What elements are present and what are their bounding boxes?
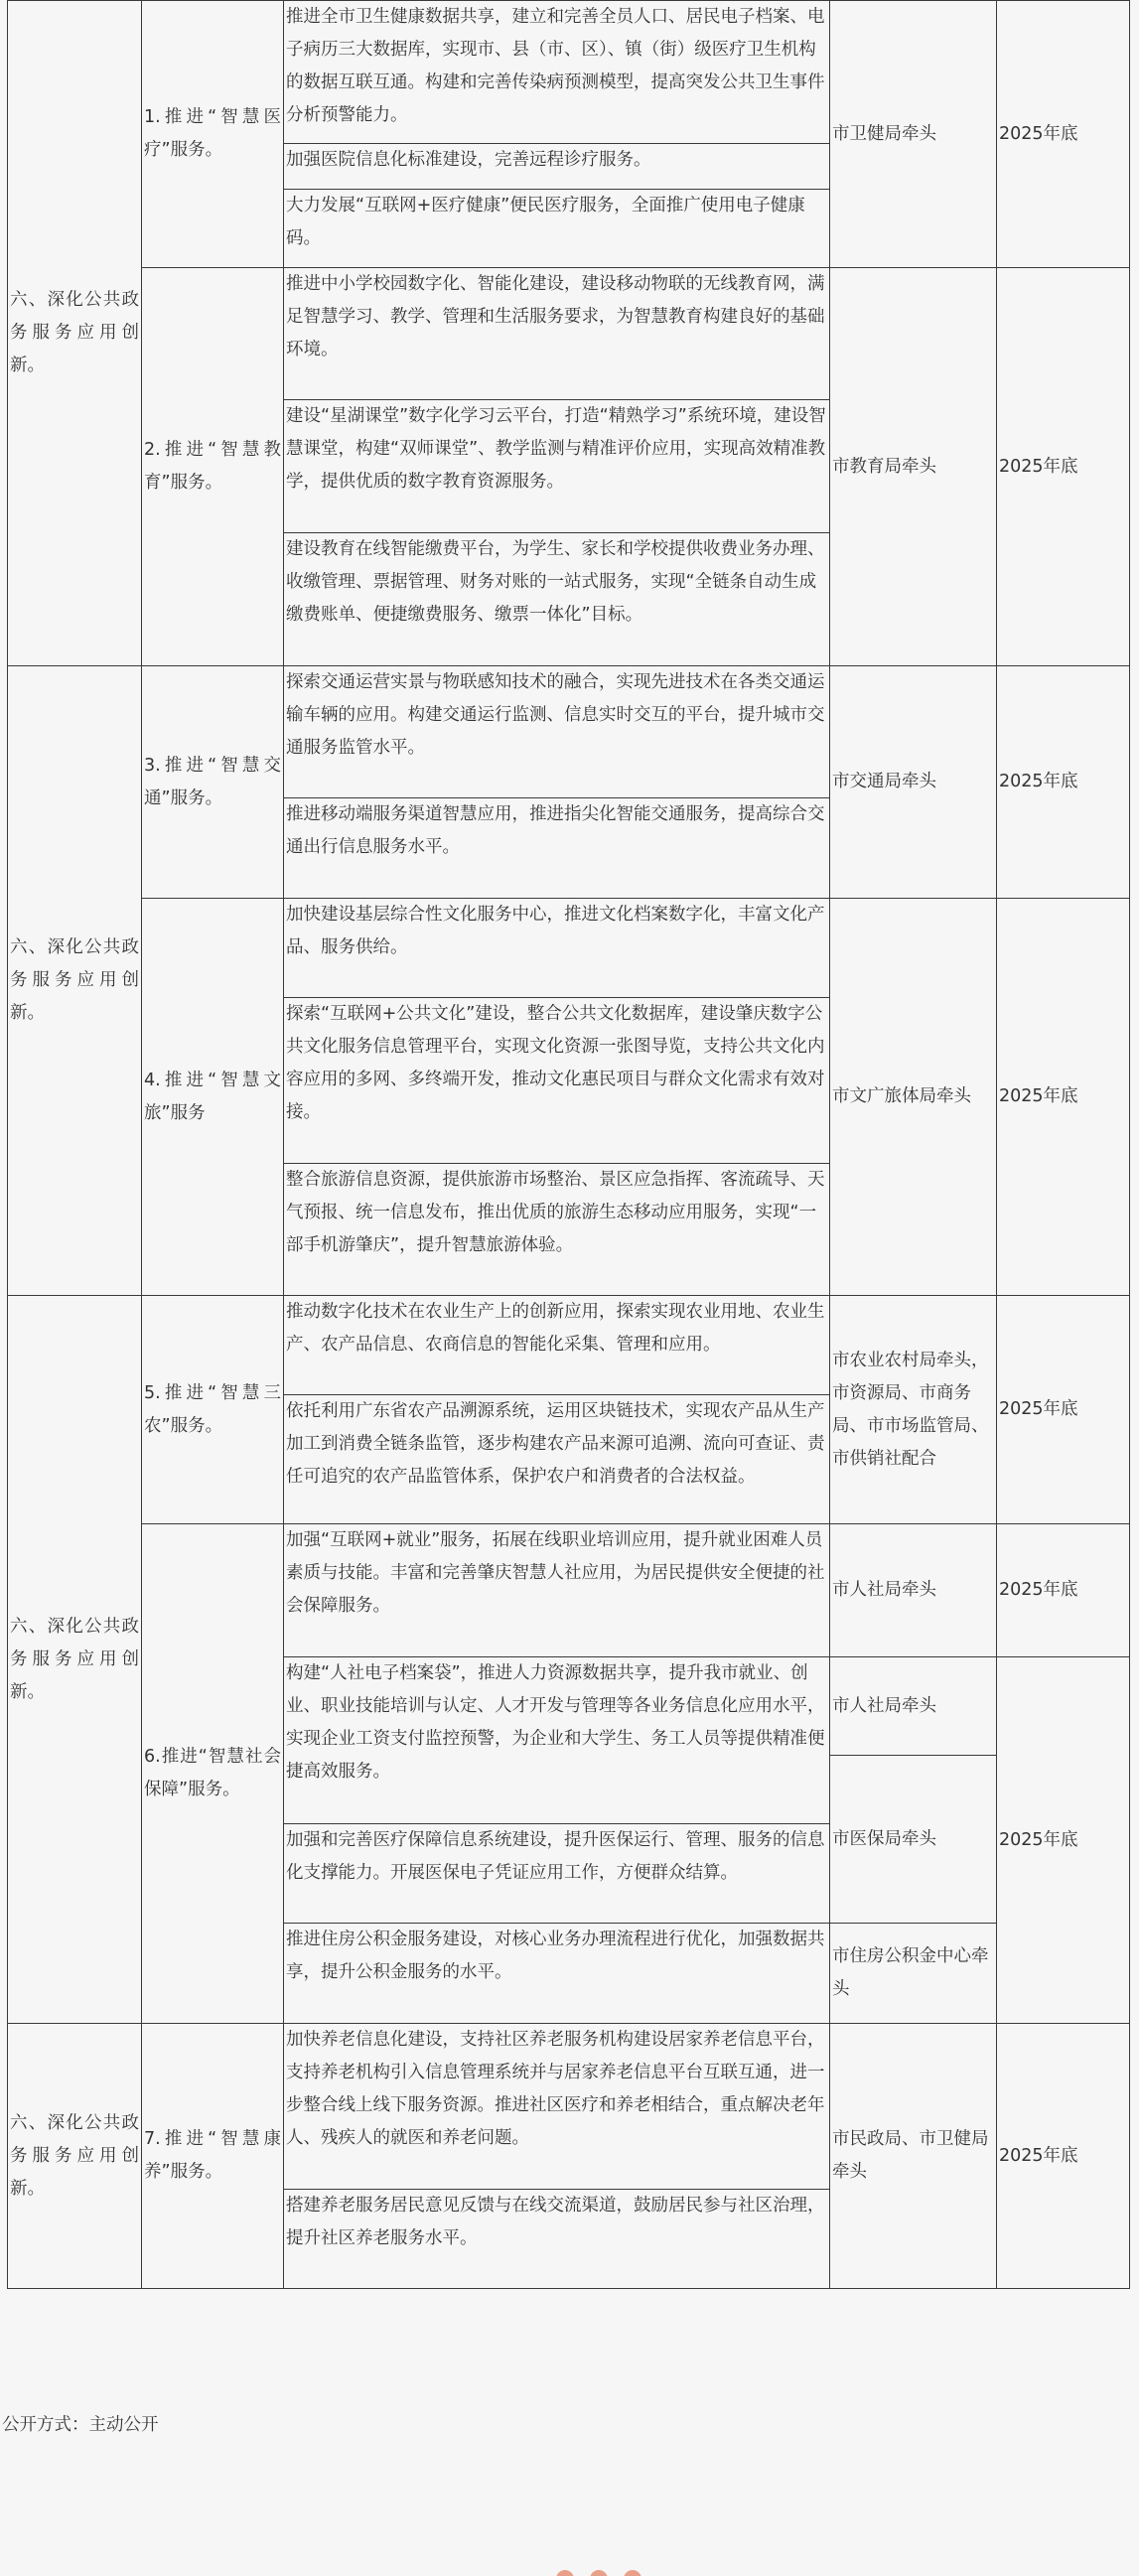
content-cell: 建设“星湖课堂”数字化学习云平台，打造“精熟学习”系统环境，建设智慧课堂，构建“双师课堂”、教学监测与精准评价应用，实现高效精准教学，提供优质的数字教育资源服务。 <box>284 400 830 533</box>
deadline-cell: 2025年底 <box>997 1657 1130 2024</box>
deadline-cell: 2025年底 <box>997 1 1130 268</box>
content-cell: 加强和完善医疗保障信息系统建设，提升医保运行、管理、服务的信息化支撑能力。开展医保电子凭证应用工作，方便群众结算。 <box>284 1824 830 1924</box>
content-cell: 建设教育在线智能缴费平台，为学生、家长和学校提供收费业务办理、收缴管理、票据管理、财务对账的一站式服务，实现“全链条自动生成缴费账单、便捷缴费服务、缴票一体化”目标。 <box>284 533 830 666</box>
deadline-cell: 2025年底 <box>997 2024 1130 2289</box>
item-name-cell: 6.推进“智慧社会保障”服务。 <box>142 1524 284 2024</box>
content-cell: 探索交通运营实景与物联感知技术的融合，实现先进技术在各类交通运输车辆的应用。构建交通运行监测、信息实时交互的平台，提升城市交通服务监管水平。 <box>284 666 830 798</box>
deadline-cell: 2025年底 <box>997 1524 1130 1657</box>
category-cell: 六、深化公共政务服务应用创新。 <box>8 1296 142 2024</box>
dot-icon <box>624 2570 641 2576</box>
item-name-cell: 1.推进“智慧医疗”服务。 <box>142 1 284 268</box>
content-cell: 构建“人社电子档案袋”，推进人力资源数据共享，提升我市就业、创业、职业技能培训与认定、人才开发与管理等各业务信息化应用水平，实现企业工资支付监控预警，为企业和大学生、务工人员等提供精准便捷高效服务。 <box>284 1657 830 1824</box>
content-cell: 探索“互联网+公共文化”建设，整合公共文化数据库，建设肇庆数字公共文化服务信息管理平台，实现文化资源一张图导览，支持公共文化内容应用的多网、多终端开发，推动文化惠民项目与群众文化需求有效对接。 <box>284 998 830 1164</box>
deadline-cell: 2025年底 <box>997 666 1130 899</box>
lead-unit-cell: 市民政局、市卫健局牵头 <box>830 2024 997 2289</box>
deadline-cell: 2025年底 <box>997 1296 1130 1524</box>
lead-unit-cell: 市文广旅体局牵头 <box>830 899 997 1296</box>
content-cell: 整合旅游信息资源，提供旅游市场整治、景区应急指挥、客流疏导、天气预报、统一信息发布，推出优质的旅游生态移动应用服务，实现“一部手机游肇庆”，提升智慧旅游体验。 <box>284 1164 830 1296</box>
category-cell: 六、深化公共政务服务应用创新。 <box>8 666 142 1296</box>
lead-unit-cell: 市人社局牵头 <box>830 1657 997 1756</box>
content-cell: 推进移动端服务渠道智慧应用，推进指尖化智能交通服务，提高综合交通出行信息服务水平。 <box>284 798 830 899</box>
dot-icon <box>590 2570 608 2576</box>
lead-unit-cell: 市教育局牵头 <box>830 268 997 666</box>
content-cell: 加快养老信息化建设，支持社区养老服务机构建设居家养老信息平台，支持养老机构引入信息管理系统并与居家养老信息平台互联互通，进一步整合线上线下服务资源。推进社区医疗和养老相结合，重点解决老年人、残疾人的就医和养老问题。 <box>284 2024 830 2190</box>
publication-method: 公开方式：主动公开 <box>2 2415 159 2435</box>
item-name-cell: 2.推进“智慧教育”服务。 <box>142 268 284 666</box>
content-cell: 加强“互联网+就业”服务，拓展在线职业培训应用，提升就业困难人员素质与技能。丰富和完善肇庆智慧人社应用，为居民提供安全便捷的社会保障服务。 <box>284 1524 830 1657</box>
content-cell: 推进全市卫生健康数据共享，建立和完善全员人口、居民电子档案、电子病历三大数据库，实现市、县（市、区）、镇（街）级医疗卫生机构的数据互联互通。构建和完善传染病预测模型，提高突发公共卫生事件分析预警能力。 <box>284 1 830 144</box>
content-cell: 推动数字化技术在农业生产上的创新应用，探索实现农业用地、农业生产、农产品信息、农商信息的智能化采集、管理和应用。 <box>284 1296 830 1395</box>
content-cell: 推进中小学校园数字化、智能化建设，建设移动物联的无线教育网，满足智慧学习、教学、管理和生活服务要求，为智慧教育构建良好的基础环境。 <box>284 268 830 400</box>
measures-table <box>7 0 1130 2289</box>
content-cell: 加快建设基层综合性文化服务中心，推进文化档案数字化，丰富文化产品、服务供给。 <box>284 899 830 998</box>
lead-unit-cell: 市住房公积金中心牵头 <box>830 1924 997 2024</box>
lead-unit-cell: 市医保局牵头 <box>830 1756 997 1924</box>
deadline-cell: 2025年底 <box>997 268 1130 666</box>
dot-icon <box>556 2570 574 2576</box>
lead-unit-cell: 市人社局牵头 <box>830 1524 997 1657</box>
deadline-cell: 2025年底 <box>997 899 1130 1296</box>
item-name-cell: 5.推进“智慧三农”服务。 <box>142 1296 284 1524</box>
lead-unit-cell: 市交通局牵头 <box>830 666 997 899</box>
category-cell: 六、深化公共政务服务应用创新。 <box>8 1 142 666</box>
item-name-cell: 7.推进“智慧康养”服务。 <box>142 2024 284 2289</box>
item-name-cell: 3.推进“智慧交通”服务。 <box>142 666 284 899</box>
content-cell: 依托利用广东省农产品溯源系统，运用区块链技术，实现农产品从生产加工到消费全链条监管，逐步构建农产品来源可追溯、流向可查证、责任可追究的农产品监管体系，保护农户和消费者的合法权益。 <box>284 1395 830 1524</box>
content-cell: 推进住房公积金服务建设，对核心业务办理流程进行优化，加强数据共享，提升公积金服务的水平。 <box>284 1924 830 2024</box>
content-cell: 加强医院信息化标准建设，完善远程诊疗服务。 <box>284 144 830 190</box>
loading-indicator <box>556 2564 655 2576</box>
category-cell: 六、深化公共政务服务应用创新。 <box>8 2024 142 2289</box>
item-name-cell: 4.推进“智慧文旅”服务 <box>142 899 284 1296</box>
content-cell: 搭建养老服务居民意见反馈与在线交流渠道，鼓励居民参与社区治理，提升社区养老服务水平。 <box>284 2190 830 2289</box>
lead-unit-cell: 市农业农村局牵头，市资源局、市商务局、市市场监管局、市供销社配合 <box>830 1296 997 1524</box>
content-cell: 大力发展“互联网+医疗健康”便民医疗服务，全面推广使用电子健康码。 <box>284 190 830 268</box>
lead-unit-cell: 市卫健局牵头 <box>830 1 997 268</box>
